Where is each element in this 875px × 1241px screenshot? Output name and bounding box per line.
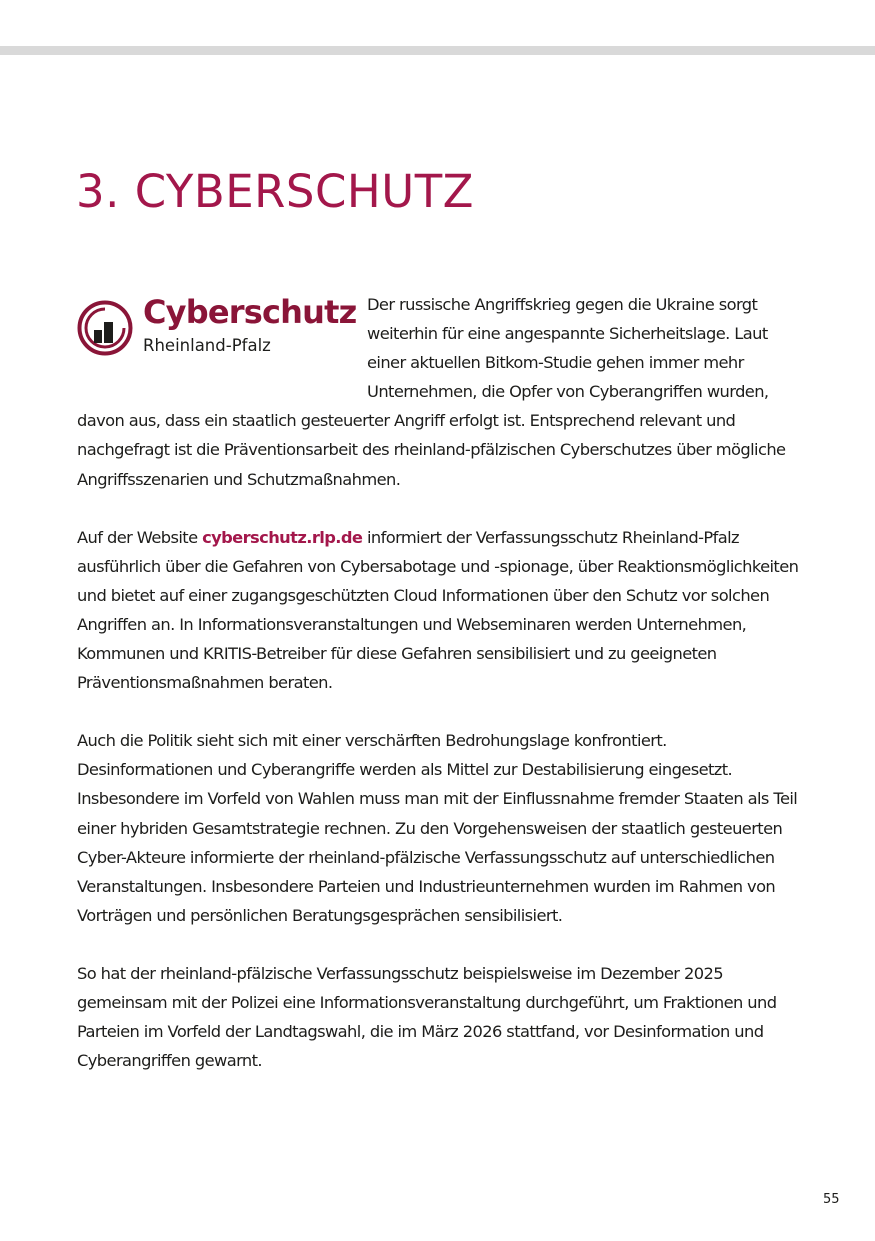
paragraph-4: So hat der rheinland-pfälzische Verfassungsschutz beispielsweise im Dezember 2025 gemeinsam mit der Polizei eine Informationsveranstaltung durchgeführt, um Fraktionen und Parteien im Vorfeld der Landtagswahl, die im März 2026 stattfand, vor Desinformation und Cyberangriffen gewarnt. [77, 963, 777, 1071]
paragraph-2-body: informiert der Verfassungsschutz Rheinland-Pfalz ausführlich über die Gefahren von Cybersabotage und -spionage, über Reaktionsmöglichkeiten und bietet auf einer zugangsgeschützten Cloud Informationen über den Schutz vor solchen Angriffen an. In Informationsveranstaltungen und Webseminaren werden Unternehmen, Kommunen und KRITIS-Betreiber für diese Gefahren sensibilisiert und zu geeigneten Präventionsmaßnahmen beraten. [77, 527, 799, 693]
paragraph-2-intro: Auf der Website [77, 527, 203, 547]
logo-name: Cyberschutz [143, 293, 357, 331]
page-number: 55 [823, 1192, 840, 1207]
cyberschutz-logo [77, 292, 359, 379]
logo-region: Rheinland-Pfalz [143, 336, 271, 355]
paragraph-3: Auch die Politik sieht sich mit einer verschärften Bedrohungslage konfrontiert. Desinformationen und Cyberangriffe werden als Mittel zur Destabilisierung eingesetzt. Insbesondere im Vorfeld von Wahlen muss man mit der Einflussnahme fremder Staaten als Teil einer hybriden Gesamtstrategie rechnen. Zu den Vorgehensweisen der staatlich gesteuerten Cyber-Akteure informierte der rheinland-pfälzische Verfassungsschutz auf unterschiedlichen Veranstaltungen. Insbesondere Parteien und Industrieunternehmen wurden im Rahmen von Vorträgen und persönlichen Beratungsgesprächen sensibilisiert. [77, 731, 798, 925]
website-link[interactable]: cyberschutz.rlp.de [202, 527, 363, 547]
paragraph-1: Der russische Angriffskrieg gegen die Ukraine sorgt weiterhin für eine angespannte Sicherheitslage. Laut einer aktuellen Bitkom-Studie gehen immer mehr Unternehmen, die Opfer von Cyberangriffen wurden, davon aus, dass ein staatlich gesteuerter Angriff erfolgt ist. Entsprechend relevant und nachgefragt ist die Präventionsarbeit des rheinland-pfälzischen Cyberschutzes über mögliche Angriffsszenarien und Schutzmaßnahmen. [77, 295, 786, 489]
main-content [77, 290, 799, 1104]
top-divider [0, 46, 875, 55]
paragraph-2 [77, 523, 799, 698]
cyberschutz-logo-icon [77, 300, 133, 356]
page-title: 3. CYBERSCHUTZ [76, 165, 475, 218]
